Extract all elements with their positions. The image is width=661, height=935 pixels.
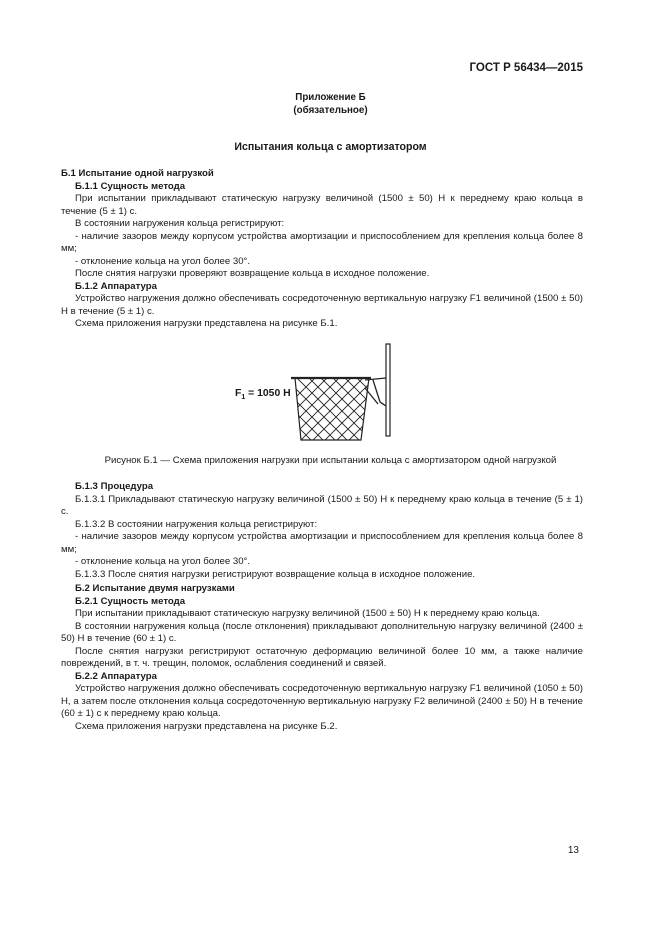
force-subscript: 1 bbox=[241, 394, 246, 402]
force-symbol: F bbox=[235, 388, 242, 399]
paragraph: Б.1.3.3 После снятия нагрузки регистрируют возвращение кольца в исходное положение. bbox=[75, 568, 476, 580]
heading-b22: Б.2.2 Аппаратура bbox=[75, 670, 157, 682]
paragraph: При испытании прикладывают статическую нагрузку величиной (1500 ± 50) Н к переднему краю кольца. bbox=[75, 608, 540, 619]
appendix-title: Приложение Б bbox=[295, 92, 366, 103]
paragraph: Устройство нагружения должно обеспечивать сосредоточенную вертикальную нагрузку F1 величиной (1050 ± 50) Н, а затем после отклонения кольца сосредоточенную вертикальную нагрузку F2 величиной (2400 ± 50) Н в течение (60 ± 1) с к переднему краю кольца. bbox=[61, 683, 583, 719]
list-item: - отклонение кольца на угол более 30°. bbox=[75, 556, 251, 567]
list-item: - наличие зазоров между корпусом устройства амортизации и приспособлением для крепления кольца более 8 мм; bbox=[61, 531, 583, 555]
paragraph: После снятия нагрузки проверяют возвращение кольца в исходное положение. bbox=[75, 268, 430, 279]
paragraph: Устройство нагружения должно обеспечивать сосредоточенную вертикальную нагрузку F1 величиной (1500 ± 50) Н в течение (5 ± 1) с. bbox=[61, 293, 583, 317]
appendix-heading bbox=[0, 91, 661, 117]
figure-b1 bbox=[285, 340, 405, 450]
heading-b12: Б.1.2 Аппаратура bbox=[75, 280, 157, 292]
list-item: - наличие зазоров между корпусом устройства амортизации и приспособлением для крепления кольца более 8 мм; bbox=[61, 230, 583, 254]
list-item: - отклонение кольца на угол более 30°. bbox=[75, 255, 251, 267]
force-value: = 1050 Н bbox=[245, 388, 291, 399]
block-b13 bbox=[61, 481, 583, 581]
paragraph: После снятия нагрузки регистрируют остаточную деформацию величиной более 10 мм, а также наличие повреждений, в т. ч. трещин, поломок, ослабления соединений и связей. bbox=[61, 645, 583, 669]
page-number: 13 bbox=[567, 845, 579, 856]
paragraph: Б.1.3.1 Прикладывают статическую нагрузку величиной (1500 ± 50) Н к переднему краю кольца в течение (5 ± 1) с. bbox=[61, 493, 583, 517]
heading-b2: Б.2 Испытание двумя нагрузками bbox=[75, 583, 235, 594]
block-b2 bbox=[61, 583, 583, 733]
document-code: ГОСТ Р 56434—2015 bbox=[469, 62, 583, 74]
appendix-status: (обязательное) bbox=[293, 105, 368, 116]
paragraph: Б.1.3.2 В состоянии нагружения кольца регистрируют: bbox=[75, 518, 318, 530]
backboard bbox=[386, 344, 390, 436]
section-title: Испытания кольца с амортизатором bbox=[234, 141, 427, 153]
heading-b11: Б.1.1 Сущность метода bbox=[75, 180, 186, 192]
paragraph: В состоянии нагружения кольца (после отклонения) прикладывают дополнительную нагрузку величиной (2400 ± 50) Н в течение (60 ± 1) с. bbox=[61, 620, 583, 644]
force-label bbox=[235, 388, 291, 401]
figure-caption: Рисунок Б.1 — Схема приложения нагрузки при испытании кольца с амортизатором одной нагрузкой bbox=[104, 455, 557, 466]
paragraph: При испытании прикладывают статическую нагрузку величиной (1500 ± 50) Н к переднему краю кольца в течение (5 ± 1) с. bbox=[61, 193, 583, 217]
heading-b21: Б.2.1 Сущность метода bbox=[75, 595, 186, 607]
paragraph: Схема приложения нагрузки представлена на рисунке Б.2. bbox=[75, 720, 338, 732]
paragraph: В состоянии нагружения кольца регистрируют: bbox=[75, 218, 285, 229]
heading-b13: Б.1.3 Процедура bbox=[75, 481, 154, 492]
heading-b1: Б.1 Испытание одной нагрузкой bbox=[61, 168, 214, 179]
block-b1 bbox=[61, 168, 583, 331]
paragraph: Схема приложения нагрузки представлена на рисунке Б.1. bbox=[75, 318, 338, 329]
